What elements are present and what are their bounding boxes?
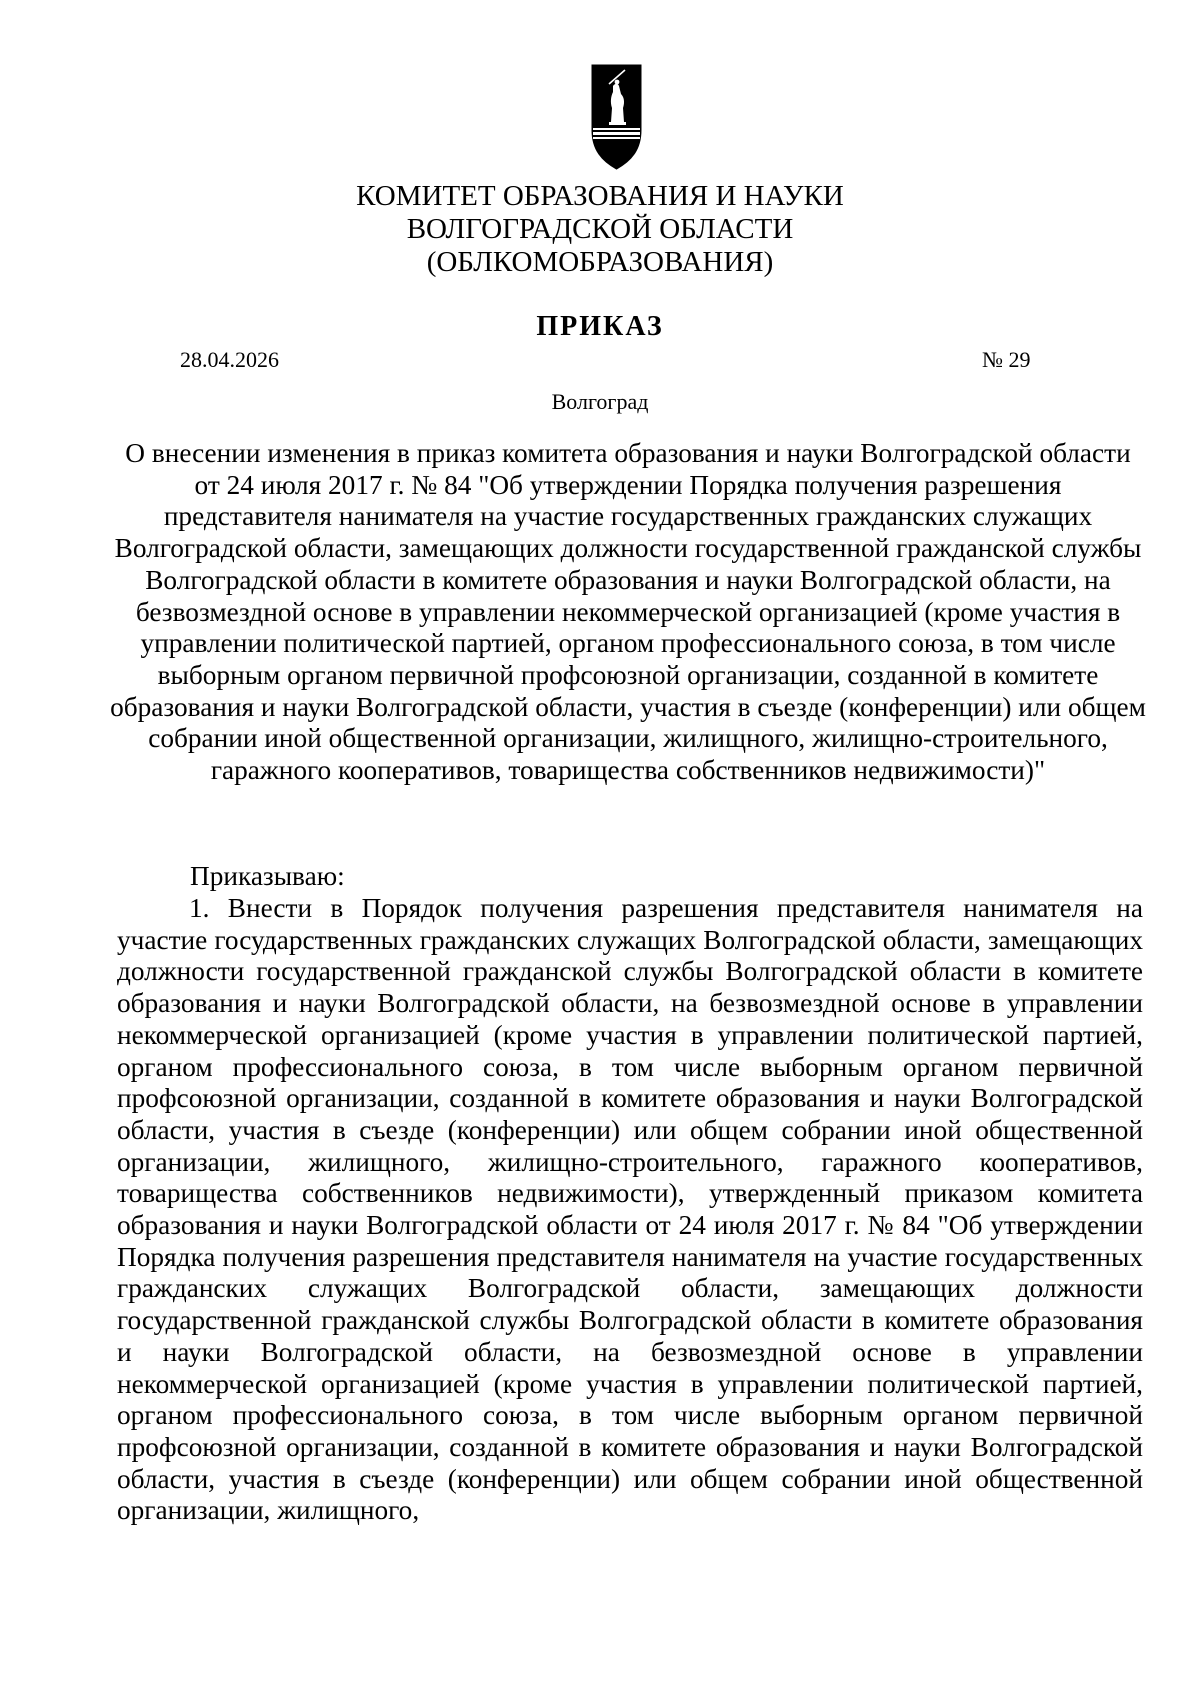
document-date: 28.04.2026	[180, 347, 279, 372]
organization-name-line3: (ОБЛКОМОБРАЗОВАНИЯ)	[426, 246, 774, 278]
organization-name-line2: ВОЛГОГРАДСКОЙ ОБЛАСТИ	[406, 213, 794, 245]
document-type-title: ПРИКАЗ	[536, 311, 664, 342]
organization-name	[0, 180, 1200, 279]
order-word: Приказываю:	[190, 861, 345, 891]
coat-of-arms-icon	[591, 64, 642, 170]
document-city: Волгоград	[551, 389, 649, 414]
organization-name-line1: КОМИТЕТ ОБРАЗОВАНИЯ И НАУКИ	[356, 180, 844, 212]
document-subject: О внесении изменения в приказ комитета образования и науки Волгоградской области от 24 июля 2017 г. № 84 "Об утверждении Порядка получения разрешения представителя нанимателя на участие государственных гражданских служащих Волгоградской области, замещающих должности государственной гражданской службы Волгоградской области в комитете образования и науки Волгоградской области, на безвозмездной основе в управлении некоммерческой организацией (кроме участия в управлении политической партией, органом профессионального союза, в том числе выборным органом первичной профсоюзной организации, созданной в комитете образования и науки Волгоградской области, участия в съезде (конференции) или общем собрании иной общественной организации, жилищного, жилищно-строительного, гаражного кооперативов, товарищества собственников недвижимости)"	[110, 438, 1146, 786]
document-number: № 29	[982, 347, 1031, 372]
paragraph-1: 1. Внести в Порядок получения разрешения представителя нанимателя на участие государственных гражданских служащих Волгоградской области, замещающих должности государственной гражданской службы Волгоградской области в комитете образования и науки Волгоградской области, на безвозмездной основе в управлении некоммерческой организацией (кроме участия в управлении политической партией, органом профессионального союза, в том числе выборным органом первичной профсоюзной организации, созданной в комитете образования и науки Волгоградской области, участия в съезде (конференции) или общем собрании иной общественной организации, жилищного, жилищно-строительного, гаражного кооперативов, товарищества собственников недвижимости), утвержденный приказом комитета образования и науки Волгоградской области от 24 июля 2017 г. № 84 "Об утверждении Порядка получения разрешения представителя нанимателя на участие государственных гражданских служащих Волгоградской области, замещающих должности государственной гражданской службы Волгоградской области в комитете образования и науки Волгоградской области, на безвозмездной основе в управлении некоммерческой организацией (кроме участия в управлении политической партией, органом профессионального союза, в том числе выборным органом первичной профсоюзной организации, созданной в комитете образования и науки Волгоградской области, участия в съезде (конференции) или общем собрании иной общественной организации, жилищного,	[117, 893, 1143, 1526]
